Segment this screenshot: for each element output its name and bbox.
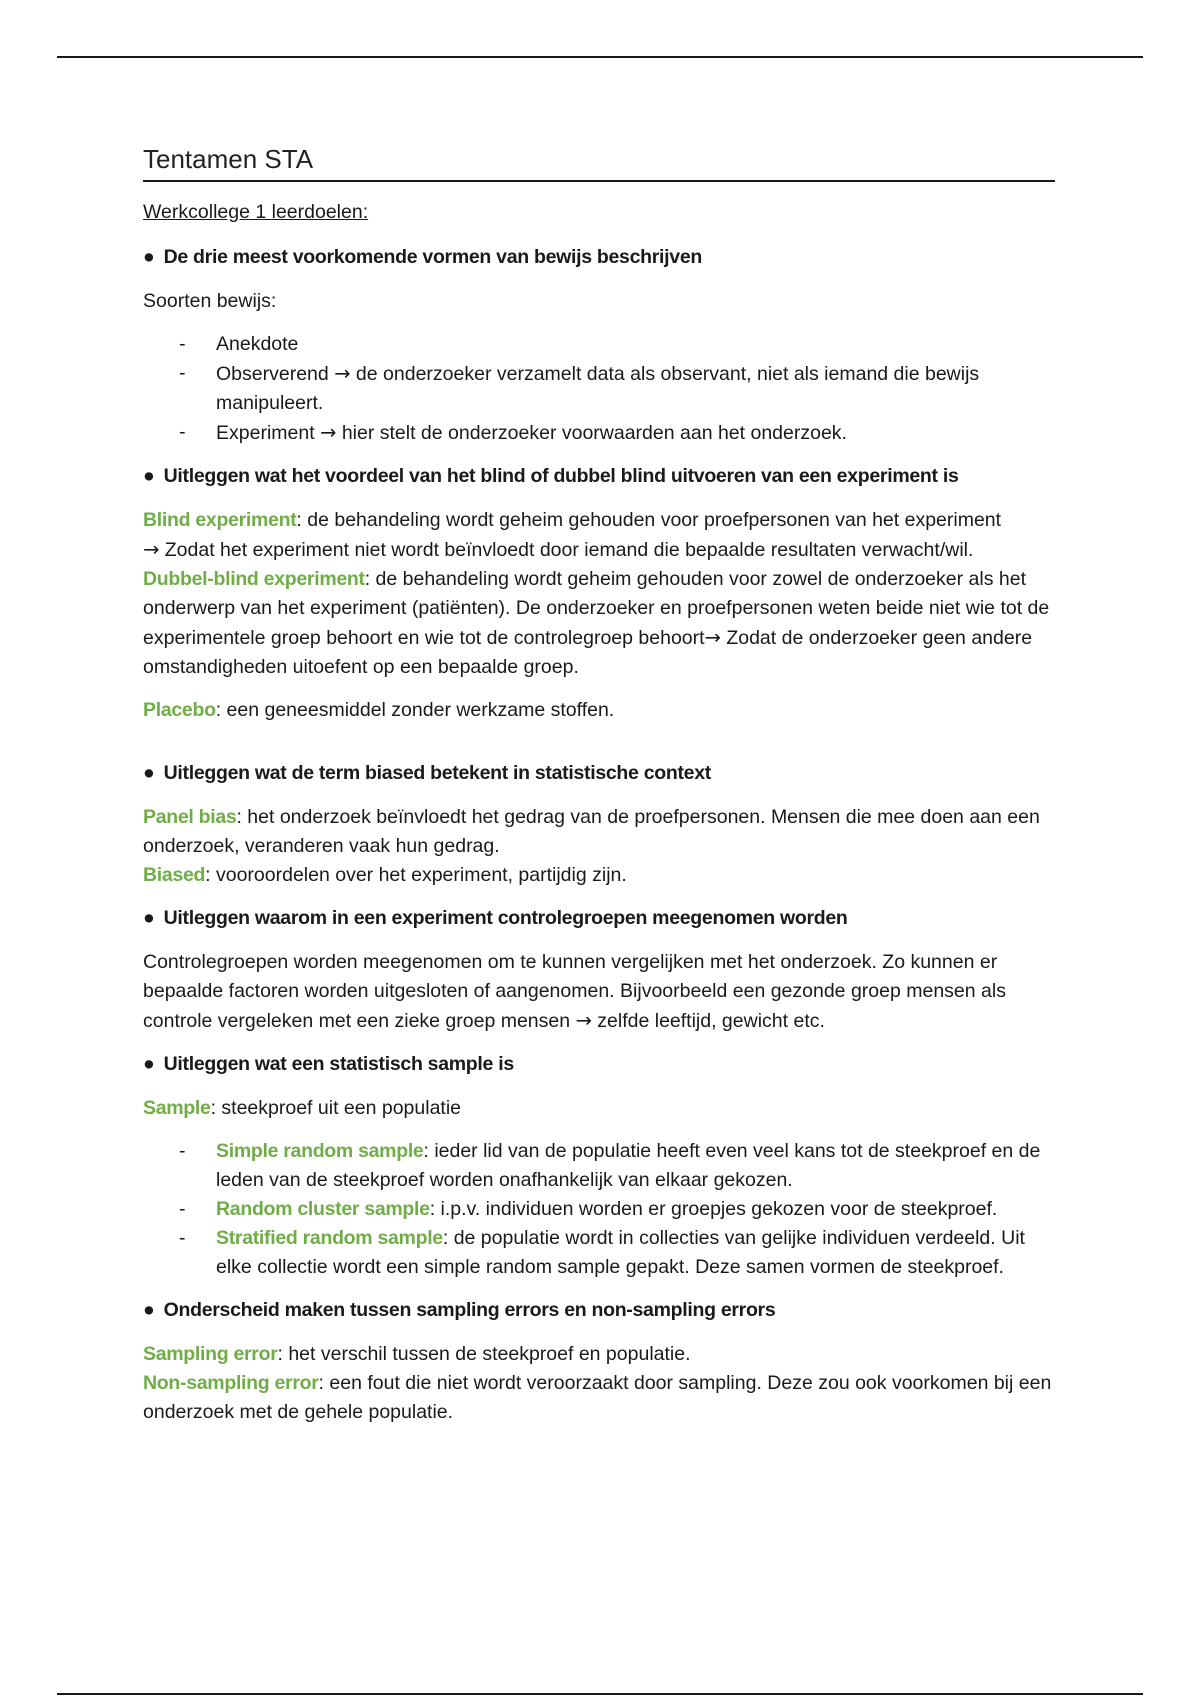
learning-goal-2 xyxy=(143,462,1055,491)
evidence-text: de onderzoeker verzamelt data als observant, niet als iemand die bewijs manipuleert. xyxy=(216,363,980,414)
definition-text: : een geneesmiddel zonder werkzame stoffen. xyxy=(215,699,615,721)
bias-definitions xyxy=(143,803,1055,890)
list-item xyxy=(143,1224,1055,1282)
learning-goal-4-text: Uitleggen waarom in een experiment controlegroepen meegenomen worden xyxy=(163,907,848,929)
header-rule xyxy=(57,56,1143,58)
learning-goal-5-text: Uitleggen wat een statistisch sample is xyxy=(163,1053,514,1075)
learning-goal-2-text: Uitleggen wat het voordeel van het blind of dubbel blind uitvoeren van een experiment is xyxy=(163,465,959,487)
evidence-label: Experiment xyxy=(216,422,315,444)
arrow-right-icon: → xyxy=(575,1009,592,1032)
bullet-icon: ● xyxy=(143,465,155,487)
learning-goal-6 xyxy=(143,1296,1055,1325)
evidence-label: Observerend xyxy=(216,363,329,385)
placebo-definition xyxy=(143,696,1055,725)
definition-text: : een fout die niet wordt veroorzaakt door sampling. Deze zou ook voorkomen bij een onderzoek met de gehele populatie. xyxy=(143,1372,1052,1423)
term-blind-experiment: Blind experiment xyxy=(143,509,297,531)
definition-text: : het onderzoek beïnvloedt het gedrag van de proefpersonen. Mensen die mee doen aan een onderzoek, veranderen vaak hun gedrag. xyxy=(143,806,1040,857)
term-stratified-random-sample: Stratified random sample xyxy=(216,1227,443,1249)
list-item xyxy=(143,1195,1055,1224)
bullet-icon: ● xyxy=(143,1299,155,1321)
evidence-list xyxy=(143,330,1055,448)
control-group-paragraph xyxy=(143,948,1055,1036)
term-sampling-error: Sampling error xyxy=(143,1343,278,1365)
term-biased: Biased xyxy=(143,864,206,886)
learning-goal-1-text: De drie meest voorkomende vormen van bewijs beschrijven xyxy=(163,246,702,268)
arrow-right-icon: → xyxy=(143,538,160,561)
section-heading: Werkcollege 1 leerdoelen: xyxy=(143,201,369,223)
list-item xyxy=(143,1137,1055,1195)
list-item xyxy=(143,418,1055,448)
term-double-blind-experiment: Dubbel-blind experiment xyxy=(143,568,365,590)
definition-text: : het verschil tussen de steekproef en populatie. xyxy=(277,1343,691,1365)
blind-definitions xyxy=(143,506,1055,682)
learning-goal-4 xyxy=(143,904,1055,933)
arrow-right-icon: → xyxy=(334,362,351,385)
definition-text: : de behandeling wordt geheim gehouden voor proefpersonen van het experiment xyxy=(296,509,1002,531)
definition-text: : i.p.v. individuen worden er groepjes gekozen voor de steekproef. xyxy=(429,1198,998,1220)
sample-types-list xyxy=(143,1137,1055,1282)
list-item xyxy=(143,359,1055,418)
term-placebo: Placebo xyxy=(143,699,216,721)
document-body xyxy=(143,142,1055,1427)
definition-text: : de behandeling wordt geheim gehouden voor zowel de onderzoeker als het onderwerp van het experiment (patiënten). De onderzoeker en proefpersonen weten beide niet wie tot de experimentele groep behoort en wie tot de controlegroep behoort xyxy=(143,568,1050,649)
error-definitions xyxy=(143,1340,1055,1427)
learning-goal-3 xyxy=(143,759,1055,788)
paragraph-text: zelfde leeftijd, gewicht etc. xyxy=(597,1010,825,1032)
evidence-text: hier stelt de onderzoeker voorwaarden aan het onderzoek. xyxy=(341,422,847,444)
arrow-right-icon: → xyxy=(704,626,721,649)
bullet-icon: ● xyxy=(143,762,155,784)
list-item xyxy=(143,330,1055,359)
sample-definition xyxy=(143,1094,1055,1123)
page-title: Tentamen STA xyxy=(143,142,1055,182)
term-random-cluster-sample: Random cluster sample xyxy=(216,1198,430,1220)
definition-text: Zodat het experiment niet wordt beïnvloedt door iemand die bepaalde resultaten verwacht/wil. xyxy=(164,539,974,561)
evidence-intro: Soorten bewijs: xyxy=(143,290,277,312)
arrow-right-icon: → xyxy=(320,421,337,444)
learning-goal-6-text: Onderscheid maken tussen sampling errors en non-sampling errors xyxy=(163,1299,776,1321)
bullet-icon: ● xyxy=(143,246,155,268)
paragraph-text: Controlegroepen worden meegenomen om te kunnen vergelijken met het onderzoek. Zo kunnen er bepaalde factoren worden uitgesloten of aangenomen. Bijvoorbeeld een gezonde groep mensen als controle vergeleken met een zieke groep mensen xyxy=(143,951,1006,1032)
definition-text: : ieder lid van de populatie heeft even veel kans tot de steekproef en de leden van de steekproef worden onafhankelijk van elkaar gekozen. xyxy=(216,1140,1041,1191)
evidence-label: Anekdote xyxy=(216,333,299,355)
term-non-sampling-error: Non-sampling error xyxy=(143,1372,319,1394)
footer-rule xyxy=(57,1693,1143,1695)
definition-text: : steekproef uit een populatie xyxy=(210,1097,462,1119)
bullet-icon: ● xyxy=(143,907,155,929)
definition-text: : vooroordelen over het experiment, partijdig zijn. xyxy=(205,864,627,886)
learning-goal-1 xyxy=(143,243,1055,272)
term-sample: Sample xyxy=(143,1097,211,1119)
learning-goal-5 xyxy=(143,1050,1055,1079)
learning-goal-3-text: Uitleggen wat de term biased betekent in statistische context xyxy=(163,762,711,784)
definition-text: Zodat de onderzoeker geen andere omstandigheden uitoefent op een bepaalde groep. xyxy=(143,627,1033,678)
definition-text: : de populatie wordt in collecties van gelijke individuen verdeeld. Uit elke collectie wordt een simple random sample gepakt. Deze samen vormen de steekproef. xyxy=(216,1227,1025,1278)
spacer xyxy=(143,739,1055,759)
term-panel-bias: Panel bias xyxy=(143,806,237,828)
term-simple-random-sample: Simple random sample xyxy=(216,1140,424,1162)
bullet-icon: ● xyxy=(143,1053,155,1075)
